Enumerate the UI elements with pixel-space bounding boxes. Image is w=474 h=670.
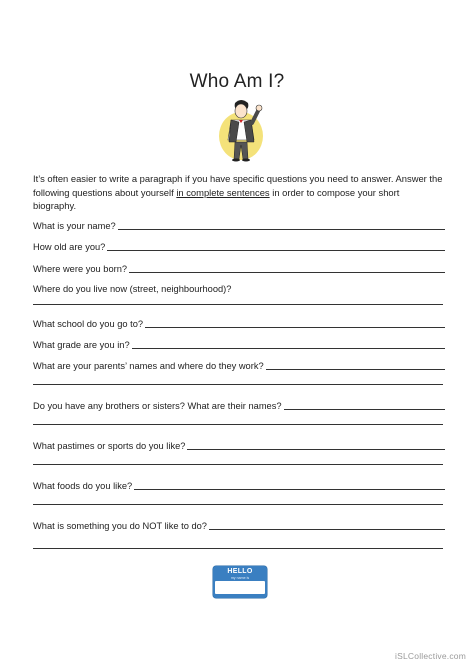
question-dislikes <box>33 520 445 532</box>
question-pastimes <box>33 440 445 452</box>
intro-text-start: It’s often easier to write a paragraph if you have specific questions you need to answer. Answer the following questions about yourself <box>33 173 443 198</box>
answer-line[interactable] <box>132 348 445 349</box>
question-label: What grade are you in? <box>33 340 130 350</box>
question-foods <box>33 480 445 492</box>
answer-line[interactable] <box>129 272 445 273</box>
question-label: Where were you born? <box>33 264 128 274</box>
question-parents <box>33 360 445 372</box>
question-name <box>33 220 445 232</box>
watermark: iSLCollective.com <box>395 651 466 661</box>
intro-paragraph <box>33 172 445 213</box>
question-label: What foods do you like? <box>33 481 133 491</box>
question-label: How old are you? <box>33 242 106 252</box>
answer-line[interactable] <box>134 489 445 490</box>
answer-line[interactable] <box>118 229 445 230</box>
answer-line[interactable] <box>33 304 443 305</box>
question-label: Where do you live now (street, neighbourhood)? <box>33 284 232 294</box>
name-tag-heading: HELLO <box>227 568 253 575</box>
name-tag-icon <box>213 566 267 598</box>
question-label: What is your name? <box>33 221 116 231</box>
waving-man-icon <box>214 96 268 162</box>
question-school <box>33 318 445 330</box>
question-siblings <box>33 400 445 412</box>
question-residence <box>33 283 445 295</box>
question-label: What are your parents’ names and where do they work? <box>33 361 264 371</box>
answer-line[interactable] <box>33 548 443 549</box>
answer-line[interactable] <box>145 327 445 328</box>
question-label: What school do you go to? <box>33 319 144 329</box>
question-grade <box>33 339 445 351</box>
page-title: Who Am I? <box>189 71 285 92</box>
answer-line[interactable] <box>187 449 445 450</box>
question-age <box>33 241 445 253</box>
answer-line[interactable] <box>284 409 445 410</box>
name-tag-subheading: my name is <box>230 576 250 580</box>
question-label: What is something you do NOT like to do? <box>33 521 207 531</box>
answer-line[interactable] <box>33 464 443 465</box>
intro-text-end: in order to compose your short biography. <box>33 186 400 211</box>
answer-line[interactable] <box>209 529 445 530</box>
question-label: Do you have any brothers or sisters? What are their names? <box>33 401 282 411</box>
question-label: What pastimes or sports do you like? <box>33 441 186 451</box>
answer-line[interactable] <box>33 384 443 385</box>
answer-line[interactable] <box>33 424 443 425</box>
answer-line[interactable] <box>266 369 445 370</box>
name-tag-blank <box>215 581 265 594</box>
question-birthplace <box>33 263 445 275</box>
intro-underlined-text: in complete sentences <box>176 186 270 198</box>
answer-line[interactable] <box>33 504 443 505</box>
answer-line[interactable] <box>107 250 445 251</box>
